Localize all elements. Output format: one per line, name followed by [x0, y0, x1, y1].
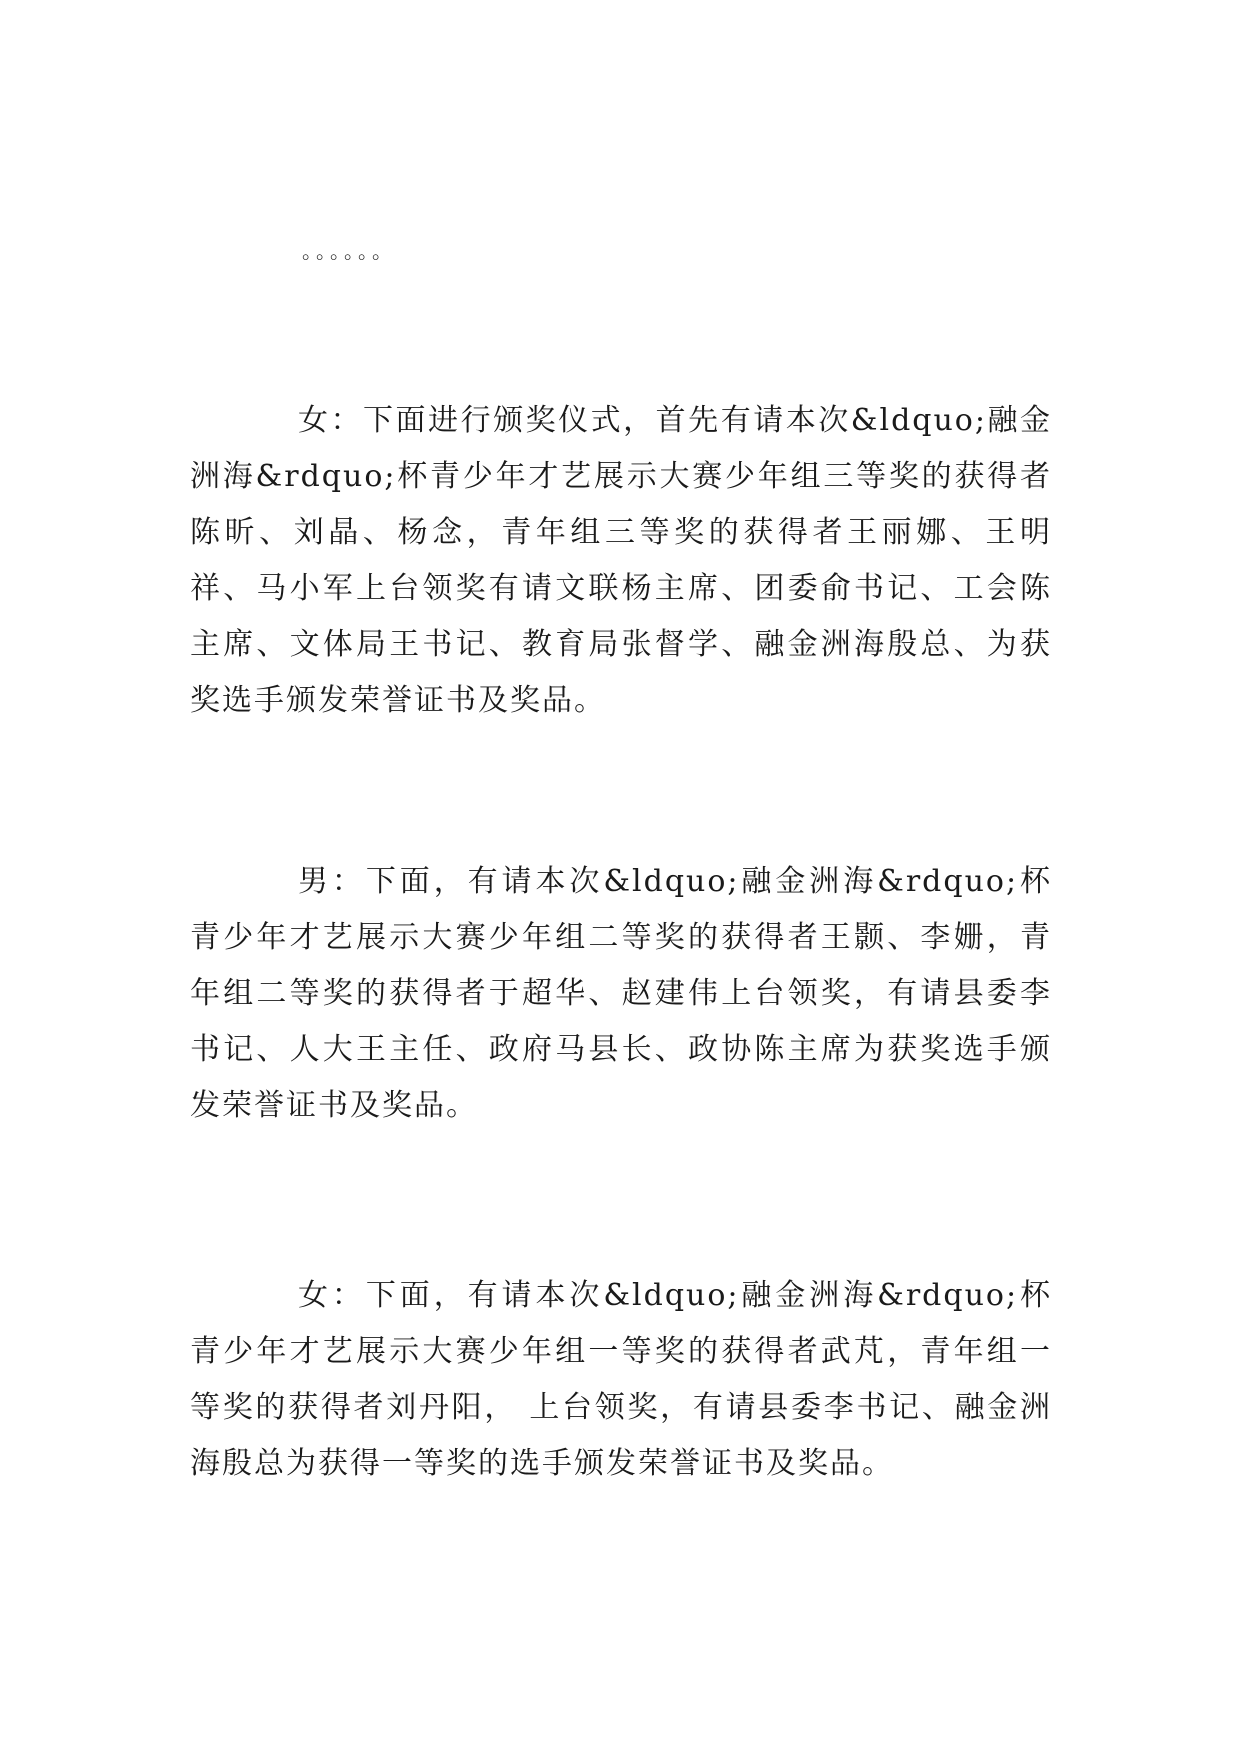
leading-marks: 。。。。。。 — [302, 239, 396, 263]
paragraph-male-second-prize: 男：下面，有请本次&ldquo;融金洲海&rdquo;杯青少年才艺展示大赛少年组二等奖的获得者王颢、李姗，青年组二等奖的获得者于超华、赵建伟上台领奖，有请县委李书记、人大王主任、政府马县长、政协陈主席为获奖选手颁发荣誉证书及奖品。 — [190, 864, 1052, 1123]
paragraph-female-third-prize: 女：下面进行颁奖仪式，首先有请本次&ldquo;融金洲海&rdquo;杯青少年才艺展示大赛少年组三等奖的获得者陈昕、刘晶、杨念，青年组三等奖的获得者王丽娜、王明祥、马小军上台领奖有请文联杨主席、团委俞书记、工会陈主席、文体局王书记、教育局张督学、融金洲海殷总、为获奖选手颁发荣誉证书及奖品。 — [190, 403, 1052, 718]
paragraph-female-first-prize: 女：下面，有请本次&ldquo;融金洲海&rdquo;杯青少年才艺展示大赛少年组一等奖的获得者武芃，青年组一等奖的获得者刘丹阳， 上台领奖，有请县委李书记、融金洲海殷总为获得一等奖的选手颁发荣誉证书及奖品。 — [190, 1278, 1052, 1481]
